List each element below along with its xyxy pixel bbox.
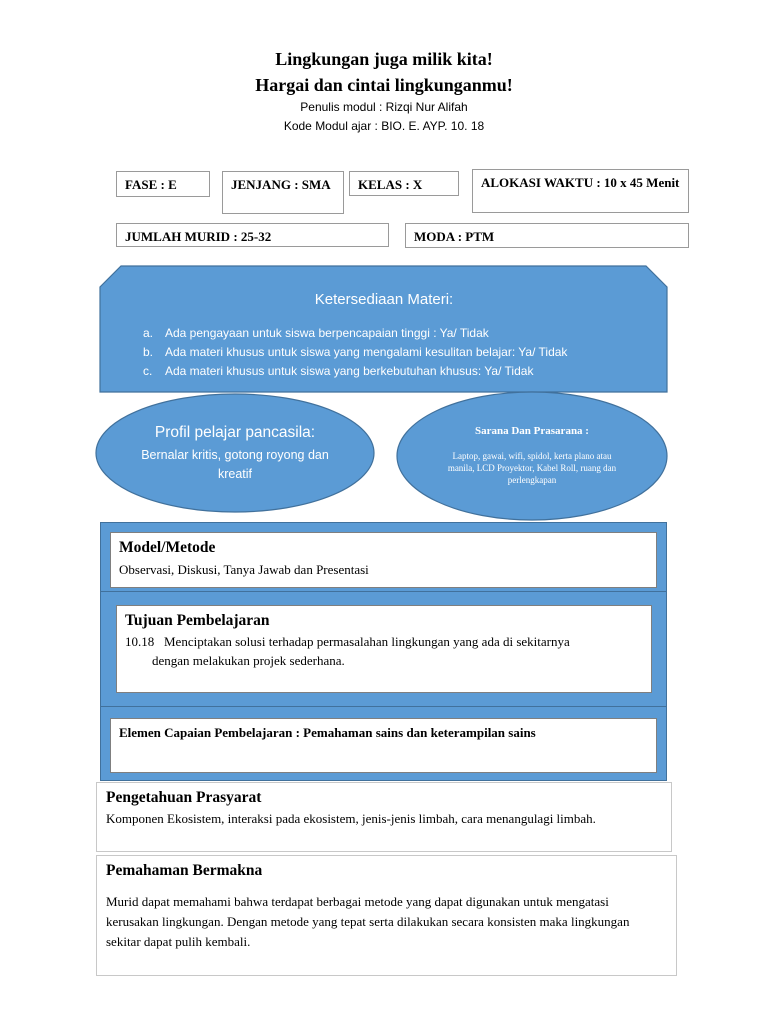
prasyarat-panel	[96, 782, 672, 852]
tujuan-line-2: dengan melakukan projek sederhana.	[152, 653, 345, 668]
author-line: Penulis modul : Rizqi Nur Alifah	[300, 100, 468, 114]
ketersediaan-item: b. Ada materi khusus untuk siswa yang mengalami kesulitan belajar: Ya/ Tidak	[143, 345, 568, 359]
title-line-2: Hargai dan cintai lingkunganmu!	[255, 75, 513, 95]
fase-box: FASE : E	[116, 171, 210, 197]
ketersediaan-list	[143, 324, 663, 381]
tujuan-title: Tujuan Pembelajaran	[125, 612, 270, 629]
ketersediaan-title: Ketersediaan Materi:	[314, 291, 454, 308]
title-line-1: Lingkungan juga milik kita!	[275, 49, 493, 69]
model-panel	[110, 532, 657, 588]
module-code-line: Kode Modul ajar : BIO. E. AYP. 10. 18	[283, 119, 485, 133]
elemen-text: Elemen Capaian Pembelajaran : Pemahaman sains dan keterampilan sains	[119, 725, 536, 740]
divider	[100, 591, 667, 592]
jumlah-murid-box: JUMLAH MURID : 25-32	[116, 223, 389, 247]
moda-box: MODA : PTM	[405, 223, 689, 248]
prasyarat-text: Komponen Ekosistem, interaksi pada ekosistem, jenis-jenis limbah, cara menangulagi limbah.	[106, 811, 596, 826]
pemahaman-panel	[96, 855, 677, 976]
jenjang-box: JENJANG : SMA	[222, 171, 344, 214]
model-title: Model/Metode	[119, 539, 216, 556]
tujuan-panel	[116, 605, 652, 693]
sarana-text: Laptop, gawai, wifi, spidol, kerta plano atau manila, LCD Proyektor, Kabel Roll, ruang dan perlengkapan	[447, 451, 617, 485]
model-text: Observasi, Diskusi, Tanya Jawab dan Presentasi	[119, 562, 369, 577]
elemen-panel	[110, 718, 657, 773]
tujuan-number: 10.18	[125, 634, 155, 649]
pemahaman-title: Pemahaman Bermakna	[106, 862, 263, 879]
ketersediaan-item: c. Ada materi khusus untuk siswa yang berkebutuhan khusus: Ya/ Tidak	[143, 364, 534, 378]
profil-title: Profil pelajar pancasila:	[154, 424, 316, 441]
kelas-box: KELAS : X	[349, 171, 459, 196]
divider	[100, 706, 667, 707]
ketersediaan-item: a. Ada pengayaan untuk siswa berpencapaian tinggi : Ya/ Tidak	[143, 326, 489, 340]
prasyarat-title: Pengetahuan Prasyarat	[106, 789, 262, 806]
tujuan-line-1: Menciptakan solusi terhadap permasalahan lingkungan yang ada di sekitarnya	[164, 634, 570, 649]
profil-text: Bernalar kritis, gotong royong dan kreatif	[141, 448, 329, 481]
pemahaman-text: Murid dapat memahami bahwa terdapat berbagai metode yang dapat digunakan untuk mengatasi kerusakan lingkungan. Dengan metode yang tepat serta dilakukan secara konsisten maka lingkungan sekitar dapat pulih kembali.	[106, 894, 630, 949]
alokasi-waktu-box: ALOKASI WAKTU : 10 x 45 Menit	[472, 169, 689, 213]
sarana-title: Sarana Dan Prasarana :	[475, 425, 589, 437]
